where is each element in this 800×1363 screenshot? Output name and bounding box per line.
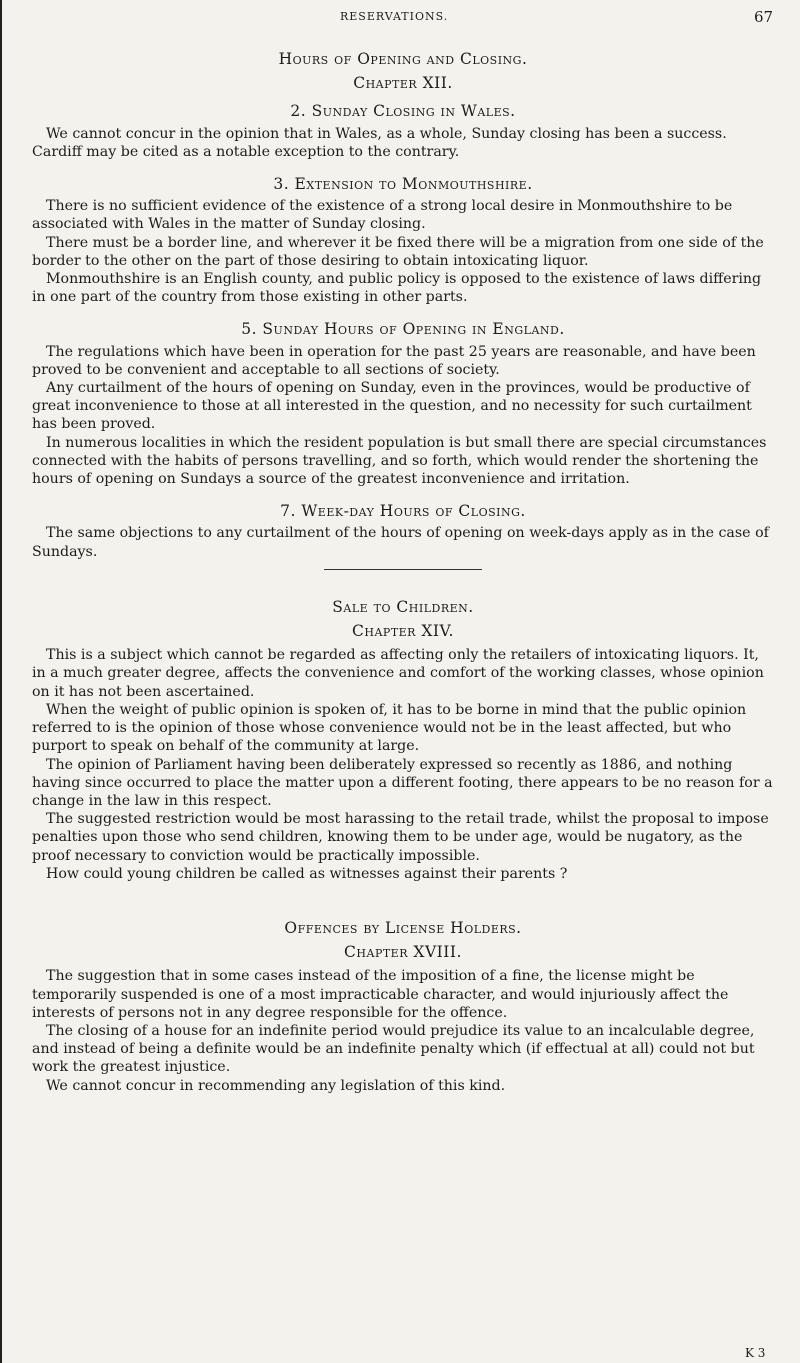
chapter-label-xiv: Chapter XIV. bbox=[352, 622, 454, 641]
paragraph: The closing of a house for an indefinite period would prejudice its value to an incalculable degree, and instead of being a definite would be an indefinite penalty which (if effectual at all) could not but work the greatest injustice. bbox=[32, 1022, 755, 1076]
body-text bbox=[32, 50, 774, 1095]
paragraph: When the weight of public opinion is spoken of, it has to be borne in mind that the public opinion referred to is the opinion of those whose convenience would not be in the least affected, but who purport to speak on behalf of the community at large. bbox=[32, 701, 747, 755]
running-title: RESERVATIONS. bbox=[340, 10, 449, 23]
paragraph: In numerous localities in which the resident population is but small there are special circumstances connected with the habits of persons travelling, and so forth, which would render the shortening the hours of opening on Sundays a source of the greatest inconvenience and irritation. bbox=[32, 434, 767, 488]
paragraph: The opinion of Parliament having been deliberately expressed so recently as 1886, and nothing having since occurred to place the matter upon a different footing, there appears to be no reason for a change in the law in this respect. bbox=[32, 756, 773, 809]
paragraph: We cannot concur in recommending any legislation of this kind. bbox=[46, 1077, 506, 1094]
subheading-week-day-hours: 7. Week-day Hours of Closing. bbox=[280, 502, 526, 521]
paragraph: The suggested restriction would be most harassing to the retail trade, whilst the proposal to impose penalties upon those who send children, knowing them to be under age, would be nugatory, as the proof necessary to conviction would be practically impossible. bbox=[32, 811, 769, 864]
page-number: 67 bbox=[754, 8, 774, 26]
subheading-sunday-closing-wales: 2. Sunday Closing in Wales. bbox=[290, 102, 516, 121]
paragraph-group-offences bbox=[32, 967, 774, 1094]
running-header bbox=[0, 10, 800, 30]
paragraph-group-england bbox=[32, 343, 774, 489]
paragraph: How could young children be called as witnesses against their parents ? bbox=[46, 865, 568, 882]
paragraph: Any curtailment of the hours of opening on Sunday, even in the provinces, would be productive of great inconvenience to those at all interested in the question, and no necessity for such curtailment has been proved. bbox=[32, 380, 752, 433]
paragraph-group-wales bbox=[32, 125, 774, 161]
subheading-monmouthshire: 3. Extension to Monmouthshire. bbox=[273, 175, 533, 194]
paragraph: There is no sufficient evidence of the existence of a strong local desire in Monmouthshire to be associated with Wales in the matter of Sunday closing. bbox=[32, 198, 733, 233]
binding-edge bbox=[0, 0, 2, 1363]
section-title-offences: Offences by License Holders. bbox=[284, 918, 522, 937]
section-title-hours: Hours of Opening and Closing. bbox=[278, 50, 528, 68]
chapter-label-xviii: Chapter XVIII. bbox=[344, 943, 462, 962]
section-title-sale-children: Sale to Children. bbox=[332, 597, 474, 616]
signature-mark: K 3 bbox=[745, 1346, 766, 1360]
subheading-sunday-hours-england: 5. Sunday Hours of Opening in England. bbox=[241, 320, 565, 339]
section-divider bbox=[324, 569, 482, 570]
paragraph-group-monmouthshire bbox=[32, 197, 774, 306]
paragraph: There must be a border line, and wherever it be fixed there will be a migration from one side of the border to the other on the part of those desiring to obtain intoxicating liquor. bbox=[32, 234, 764, 269]
chapter-label-xii: Chapter XII. bbox=[353, 74, 453, 93]
paragraph: This is a subject which cannot be regarded as affecting only the retailers of intoxicating liquors. It, in a much greater degree, affects the convenience and comfort of the working classes, whose opinion on it has not been ascertained. bbox=[32, 647, 764, 700]
paragraph: The suggestion that in some cases instead of the imposition of a fine, the license might be temporarily suspended is one of a most impracticable character, and would injuriously affect the interests of persons not in any degree responsible for the offence. bbox=[32, 968, 729, 1021]
paragraph-group-week-day bbox=[32, 524, 774, 560]
paragraph: We cannot concur in the opinion that in Wales, as a whole, Sunday closing has been a success. Cardiff may be cited as a notable exception to the contrary. bbox=[32, 125, 727, 160]
paragraph: The regulations which have been in operation for the past 25 years are reasonable, and have been proved to be convenient and acceptable to all sections of society. bbox=[32, 343, 756, 378]
paragraph: The same objections to any curtailment of the hours of opening on week-days apply as in the case of Sundays. bbox=[32, 525, 769, 560]
paragraph: Monmouthshire is an English county, and public policy is opposed to the existence of laws differing in one part of the country from those existing in other parts. bbox=[32, 271, 762, 306]
paragraph-group-sale-children bbox=[32, 646, 774, 883]
